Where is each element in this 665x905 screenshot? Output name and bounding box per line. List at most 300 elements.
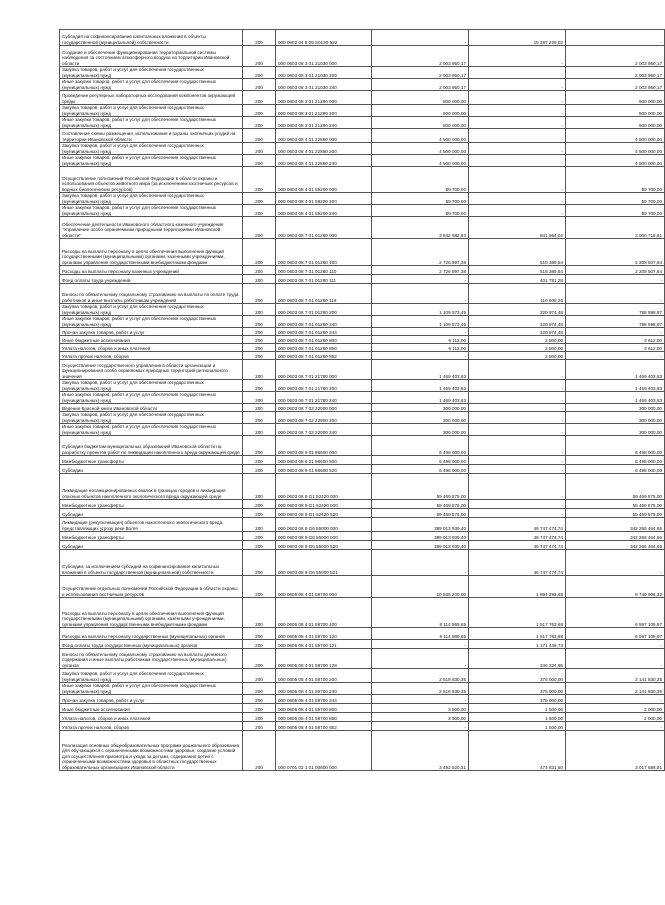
row-budget-code-cell: 000 0603 08 4 01 22860 200 (276, 143, 372, 155)
row-unexecuted-cell: 500 000,00 (566, 105, 665, 117)
row-approved-cell: - (372, 352, 469, 360)
row-name-cell: Ликвидация (рекультивация) объектов накопленного экологического вреда, представляющих угрозу реке Волге (60, 518, 243, 532)
row-name-cell: Ведение Красной книги Ивановской области (60, 404, 243, 412)
row-executed-cell: 2 500,00 (469, 352, 566, 360)
row-name-cell: Иные закупки товаров, работ и услуг для обеспечения государственных (муниципальных) нужд (60, 205, 243, 217)
row-unexecuted-cell: 342 266 464,66 (566, 532, 665, 541)
row-executed-cell: - (469, 380, 566, 392)
table-row (60, 155, 665, 167)
table-row (60, 731, 665, 771)
row-name-cell: Ликвидация несанкционированных свалок в границах городов и ликвидация опасных объектов накопленного экологического вреда окружающей среде (60, 474, 243, 500)
row-name-cell: Закупка товаров, работ и услуг для обеспечения государственных (муниципальных) нужд (60, 669, 243, 683)
row-unexecuted-cell: 6 597 105,97 (566, 598, 665, 628)
table-row (60, 576, 665, 598)
row-executed-cell: - (469, 67, 566, 79)
row-budget-code-cell: 000 0603 08 3 01 21290 240 (276, 117, 372, 129)
row-executed-cell: 15 287 225,02 (469, 30, 566, 46)
row-approved-cell: - (372, 649, 469, 669)
row-unexecuted-cell: - (566, 30, 665, 46)
row-code-cell: 200 (243, 424, 276, 436)
row-executed-cell: - (469, 424, 566, 436)
row-budget-code-cell: 000 0605 08 4 01 59700 000 (276, 576, 372, 598)
row-name-cell: Расходы на выплаты персоналу в целях обеспечения выполнения функций государственными (муниципальными) органами, казенными учреждениями, органами управления государственными внебюджетными фондами (60, 598, 243, 628)
row-budget-code-cell: 000 0603 08 3 01 21290 000 (276, 91, 372, 105)
row-budget-code-cell: 000 0605 08 4 01 59700 121 (276, 640, 372, 649)
row-budget-code-cell: 000 0603 08 7 01 01280 850 (276, 344, 372, 352)
row-approved-cell: - (372, 328, 469, 336)
table-row (60, 193, 665, 205)
row-code-cell: 200 (243, 336, 276, 344)
row-approved-cell: 59 700,00 (372, 167, 469, 193)
row-approved-cell: 59 469 575,00 (372, 509, 469, 518)
row-budget-code-cell: 000 0605 08 4 01 59700 850 (276, 713, 372, 722)
row-code-cell: 200 (243, 239, 276, 266)
row-executed-cell: 46 747 474,74 (469, 532, 566, 541)
row-name-cell: Обеспечение деятельности Ивановского областного казенного учреждения "Управление особо охраняемыми природными территориями Ивановской области" (60, 217, 243, 239)
row-name-cell: Иные бюджетные ассигнования (60, 336, 243, 344)
row-executed-cell: 320 974,48 (469, 328, 566, 336)
row-code-cell: 200 (243, 193, 276, 205)
row-code-cell: 200 (243, 91, 276, 105)
row-code-cell: 200 (243, 456, 276, 465)
row-unexecuted-cell: 300 000,00 (566, 404, 665, 412)
row-name-cell: Иные закупки товаров, работ и услуг для обеспечения государственных (муниципальных) нужд (60, 683, 243, 695)
row-code-cell: 200 (243, 404, 276, 412)
row-code-cell: 200 (243, 328, 276, 336)
row-budget-code-cell: 000 0603 08 7 01 01280 119 (276, 284, 372, 304)
table-row (60, 129, 665, 143)
row-budget-code-cell: 000 0603 08 7 01 01280 800 (276, 336, 372, 344)
row-unexecuted-cell: - (566, 352, 665, 360)
row-approved-cell: - (372, 275, 469, 284)
row-code-cell: 200 (243, 532, 276, 541)
row-executed-cell: - (469, 500, 566, 509)
table-row (60, 424, 665, 436)
row-unexecuted-cell: 300 000,00 (566, 412, 665, 424)
row-name-cell: Межбюджетные трансферты (60, 532, 243, 541)
row-budget-code-cell: 000 0603 08 9 G1 52420 500 (276, 500, 372, 509)
row-name-cell: Межбюджетные трансферты (60, 500, 243, 509)
row-executed-cell: - (469, 205, 566, 217)
row-unexecuted-cell: 2 141 830,35 (566, 669, 665, 683)
row-code-cell: 200 (243, 143, 276, 155)
row-unexecuted-cell: 2 000,00 (566, 704, 665, 713)
row-budget-code-cell: 000 0603 08 4 01 22860 000 (276, 129, 372, 143)
row-budget-code-cell: 000 0603 08 9 G6 55000 521 (276, 550, 372, 576)
table-row (60, 67, 665, 79)
row-name-cell: Закупка товаров, работ и услуг для обеспечения государственных (муниципальных) нужд (60, 380, 243, 392)
row-code-cell: 200 (243, 316, 276, 328)
row-approved-cell: 6 498 000,00 (372, 456, 469, 465)
row-approved-cell: - (372, 284, 469, 304)
row-budget-code-cell: 000 0603 08 4 01 22860 240 (276, 155, 372, 167)
row-approved-cell: - (372, 722, 469, 731)
row-approved-cell: 59 469 575,00 (372, 474, 469, 500)
table-row (60, 167, 665, 193)
row-budget-code-cell: 000 0603 08 4 01 59200 000 (276, 167, 372, 193)
table-row (60, 404, 665, 412)
row-approved-cell: 1 469 403,63 (372, 380, 469, 392)
row-executed-cell: - (469, 509, 566, 518)
budget-execution-table (59, 29, 665, 771)
row-code-cell: 200 (243, 205, 276, 217)
row-approved-cell: 3 500,00 (372, 713, 469, 722)
row-approved-cell: 4 500 000,00 (372, 143, 469, 155)
row-name-cell: Субсидии (60, 465, 243, 474)
row-executed-cell: 375 000,00 (469, 683, 566, 695)
row-code-cell: 200 (243, 412, 276, 424)
row-code-cell: 200 (243, 649, 276, 669)
row-name-cell: Фонд оплаты труда государственных (муниципальных) органов (60, 640, 243, 649)
table-row (60, 541, 665, 550)
table-row (60, 436, 665, 456)
row-executed-cell: - (469, 456, 566, 465)
row-name-cell: Уплата налогов, сборов и иных платежей (60, 344, 243, 352)
table-row (60, 360, 665, 380)
row-code-cell: 200 (243, 695, 276, 704)
table-row (60, 30, 665, 46)
row-code-cell: 200 (243, 704, 276, 713)
row-executed-cell: - (469, 117, 566, 129)
row-budget-code-cell: 000 0603 08 9 G6 55000 520 (276, 541, 372, 550)
row-budget-code-cell: 000 0603 08 7 01 21780 000 (276, 360, 372, 380)
row-budget-code-cell: 000 0602 04 8 05 S0130 522 (276, 30, 372, 46)
row-name-cell: Осуществление государственного управления в области организации и функционирования особо охраняемых природных территорий регионального значения (60, 360, 243, 380)
row-unexecuted-cell: 8 740 906,32 (566, 576, 665, 598)
row-approved-cell: 3 492 520,31 (372, 731, 469, 771)
row-budget-code-cell: 000 0603 08 7 01 01280 111 (276, 275, 372, 284)
row-approved-cell: 2 516 830,35 (372, 683, 469, 695)
row-code-cell: 200 (243, 576, 276, 598)
row-approved-cell: 8 114 869,65 (372, 598, 469, 628)
table-row (60, 518, 665, 532)
table-row (60, 105, 665, 117)
row-name-cell: Иные закупки товаров, работ и услуг для обеспечения государственных (муниципальных) нужд (60, 392, 243, 404)
table-row (60, 284, 665, 304)
row-executed-cell: - (469, 79, 566, 91)
row-unexecuted-cell: 3 612,00 (566, 344, 665, 352)
row-unexecuted-cell: 500 000,00 (566, 91, 665, 105)
row-executed-cell: 320 974,48 (469, 304, 566, 316)
row-executed-cell: 375 000,00 (469, 695, 566, 704)
row-executed-cell: - (469, 392, 566, 404)
row-executed-cell: - (469, 143, 566, 155)
row-code-cell: 200 (243, 284, 276, 304)
row-code-cell: 200 (243, 550, 276, 576)
row-name-cell: Субсидия бюджетам муниципальных образований Ивановской области на разработку проектов работ по ликвидации накопленного вреда окружающей среде (60, 436, 243, 456)
row-budget-code-cell: 000 0603 08 7 02 22900 240 (276, 424, 372, 436)
row-executed-cell: - (469, 129, 566, 143)
row-name-cell: Прочая закупка товаров, работ и услуг (60, 328, 243, 336)
row-approved-cell: 1 109 573,45 (372, 316, 469, 328)
table-row (60, 275, 665, 284)
row-unexecuted-cell: - (566, 640, 665, 649)
row-unexecuted-cell: - (566, 275, 665, 284)
row-budget-code-cell: 000 0603 08 9 01 86600 000 (276, 436, 372, 456)
row-unexecuted-cell: 2 000,00 (566, 713, 665, 722)
row-unexecuted-cell: 300 000,00 (566, 424, 665, 436)
row-code-cell: 200 (243, 304, 276, 316)
table-row (60, 669, 665, 683)
row-unexecuted-cell: 59 469 575,00 (566, 474, 665, 500)
row-budget-code-cell: 000 0603 08 7 01 01280 244 (276, 328, 372, 336)
table-row (60, 474, 665, 500)
table-row (60, 412, 665, 424)
row-executed-cell: 346 324,95 (469, 649, 566, 669)
row-budget-code-cell: 000 0603 08 7 01 01280 852 (276, 352, 372, 360)
row-unexecuted-cell: 6 498 000,00 (566, 436, 665, 456)
row-name-cell: Уплата прочих налогов, сборов (60, 352, 243, 360)
row-budget-code-cell: 000 0605 08 4 01 59700 100 (276, 598, 372, 628)
table-row (60, 628, 665, 640)
table-row (60, 532, 665, 541)
row-unexecuted-cell: 59 700,00 (566, 167, 665, 193)
row-unexecuted-cell: 6 498 000,00 (566, 456, 665, 465)
row-approved-cell: 2 726 897,38 (372, 266, 469, 275)
row-name-cell: Расходы на выплаты персоналу казенных учреждений (60, 266, 243, 275)
row-unexecuted-cell: 59 469 575,00 (566, 500, 665, 509)
row-executed-cell: - (469, 360, 566, 380)
table-row (60, 79, 665, 91)
row-code-cell: 200 (243, 266, 276, 275)
table-row (60, 352, 665, 360)
row-unexecuted-cell: 3 017 688,81 (566, 731, 665, 771)
table-row (60, 695, 665, 704)
table-row (60, 217, 665, 239)
row-name-cell: Субсидии (60, 541, 243, 550)
row-name-cell: Взносы по обязательному социальному страхованию на выплаты денежного содержания и иные выплаты работникам государственных (муниципальных) органов (60, 649, 243, 669)
row-name-cell: Закупка товаров, работ и услуг для обеспечения государственных (муниципальных) нужд (60, 412, 243, 424)
row-code-cell: 200 (243, 474, 276, 500)
row-approved-cell: - (372, 550, 469, 576)
row-executed-cell: 1 500,00 (469, 713, 566, 722)
row-name-cell: Реализация основных общеобразовательных программ дошкольного образования для обучающихся с ограниченными возможностями здоровья, создание условий для осуществления присмотра и ухода за детьми, содержания детей с ограниченными возможностями здоровья в областных государственных образовательных организациях Ивановской области (60, 731, 243, 771)
row-code-cell: 200 (243, 380, 276, 392)
row-approved-cell: 6 498 000,00 (372, 436, 469, 456)
row-approved-cell: 4 500 000,00 (372, 129, 469, 143)
row-unexecuted-cell: 2 003 950,17 (566, 79, 665, 91)
row-unexecuted-cell: 59 469 575,00 (566, 509, 665, 518)
row-unexecuted-cell: 4 500 000,00 (566, 155, 665, 167)
row-unexecuted-cell: 59 700,00 (566, 205, 665, 217)
row-approved-cell: 3 500,00 (372, 704, 469, 713)
row-approved-cell: 6 112,00 (372, 336, 469, 344)
table-row (60, 205, 665, 217)
row-approved-cell: 1 469 403,63 (372, 360, 469, 380)
row-name-cell: Субсидии (60, 509, 243, 518)
row-executed-cell: 1 500,00 (469, 722, 566, 731)
row-executed-cell: 1 500,00 (469, 704, 566, 713)
row-code-cell: 200 (243, 598, 276, 628)
table-row (60, 598, 665, 628)
row-code-cell: 200 (243, 217, 276, 239)
row-name-cell: Составление схемы размещения, использования и охраны охотничьих угодий на территории Ивановской области (60, 129, 243, 143)
row-name-cell: Прочая закупка товаров, работ и услуг (60, 695, 243, 704)
row-executed-cell: - (469, 404, 566, 412)
row-code-cell: 200 (243, 167, 276, 193)
row-code-cell: 200 (243, 509, 276, 518)
row-executed-cell: 474 831,50 (469, 731, 566, 771)
row-budget-code-cell: 000 0603 08 7 01 01280 110 (276, 266, 372, 275)
row-approved-cell: 300 000,00 (372, 424, 469, 436)
row-name-cell: Закупка товаров, работ и услуг для обеспечения государственных (муниципальных) нужд (60, 304, 243, 316)
row-budget-code-cell: 000 0603 08 3 01 21290 200 (276, 105, 372, 117)
row-budget-code-cell: 000 0603 08 3 01 21030 200 (276, 67, 372, 79)
row-name-cell: Иные закупки товаров, работ и услуг для обеспечения государственных (муниципальных) нужд (60, 117, 243, 129)
row-code-cell: 200 (243, 669, 276, 683)
row-budget-code-cell: 000 0605 08 4 01 59700 244 (276, 695, 372, 704)
row-unexecuted-cell: 4 500 000,00 (566, 143, 665, 155)
row-executed-cell: 1 894 293,68 (469, 576, 566, 598)
row-name-cell: Взносы по обязательному социальному страхованию на выплаты по оплате труда работников и иные выплаты работникам учреждений (60, 284, 243, 304)
row-executed-cell: 401 781,28 (469, 275, 566, 284)
row-approved-cell: 6 498 000,00 (372, 465, 469, 474)
row-unexecuted-cell: - (566, 695, 665, 704)
row-approved-cell: 500 000,00 (372, 105, 469, 117)
row-unexecuted-cell: - (566, 284, 665, 304)
row-budget-code-cell: 000 0603 08 9 G1 52420 000 (276, 474, 372, 500)
row-code-cell: 200 (243, 46, 276, 67)
row-executed-cell: 1 517 763,68 (469, 598, 566, 628)
row-unexecuted-cell: 2 208 507,84 (566, 239, 665, 266)
row-code-cell: 200 (243, 465, 276, 474)
row-executed-cell: 46 747 474,74 (469, 541, 566, 550)
row-executed-cell: 375 000,00 (469, 669, 566, 683)
table-row (60, 344, 665, 352)
row-name-cell: Иные закупки товаров, работ и услуг для обеспечения государственных (муниципальных) нужд (60, 155, 243, 167)
row-unexecuted-cell: 1 469 403,63 (566, 380, 665, 392)
row-approved-cell: 2 518 830,35 (372, 669, 469, 683)
row-approved-cell: 389 013 939,40 (372, 532, 469, 541)
row-code-cell: 200 (243, 518, 276, 532)
row-budget-code-cell: 000 0603 08 9 01 86600 500 (276, 456, 372, 465)
row-name-cell: Межбюджетные трансферты (60, 456, 243, 465)
row-unexecuted-cell: 342 266 464,66 (566, 541, 665, 550)
table-row (60, 392, 665, 404)
table-row (60, 500, 665, 509)
row-budget-code-cell: 000 0603 08 4 01 59200 200 (276, 193, 372, 205)
row-unexecuted-cell: 4 500 000,00 (566, 129, 665, 143)
row-approved-cell: 6 112,00 (372, 344, 469, 352)
row-code-cell: 200 (243, 436, 276, 456)
table-row (60, 704, 665, 713)
row-unexecuted-cell: 2 003 950,17 (566, 46, 665, 67)
row-executed-cell: 46 747 474,74 (469, 550, 566, 576)
table-row (60, 380, 665, 392)
row-unexecuted-cell: 788 598,97 (566, 316, 665, 328)
row-budget-code-cell: 000 0603 08 7 01 01280 200 (276, 304, 372, 316)
row-unexecuted-cell: 3 000 718,81 (566, 217, 665, 239)
table-row (60, 509, 665, 518)
row-budget-code-cell: 000 0603 08 7 01 01280 000 (276, 217, 372, 239)
row-code-cell: 200 (243, 67, 276, 79)
row-approved-cell: 389 013 939,40 (372, 518, 469, 532)
row-code-cell: 200 (243, 344, 276, 352)
row-code-cell: 200 (243, 352, 276, 360)
row-unexecuted-cell: 59 700,00 (566, 193, 665, 205)
row-name-cell: Расходы на выплаты персоналу государственных (муниципальных) органов (60, 628, 243, 640)
row-budget-code-cell: 000 0603 08 4 01 59200 240 (276, 205, 372, 217)
row-budget-code-cell: 000 0603 08 9 01 86600 520 (276, 465, 372, 474)
row-code-cell: 200 (243, 500, 276, 509)
row-executed-cell: 320 974,48 (469, 316, 566, 328)
table-row (60, 456, 665, 465)
row-unexecuted-cell: 1 469 403,63 (566, 392, 665, 404)
row-unexecuted-cell: 3 612,00 (566, 336, 665, 344)
row-approved-cell: 389 013 939,40 (372, 541, 469, 550)
row-name-cell: Иные закупки товаров, работ и услуг для обеспечения государственных (муниципальных) нужд (60, 79, 243, 91)
row-code-cell: 200 (243, 628, 276, 640)
row-approved-cell: 500 000,00 (372, 117, 469, 129)
row-name-cell: Расходы на выплаты персоналу в целях обеспечения выполнения функций государственными (муниципальными) органами, казенными учреждениями, органами управления государственными внебюджетными фондами (60, 239, 243, 266)
row-budget-code-cell: 000 0605 08 4 01 59700 240 (276, 683, 372, 695)
table-row (60, 328, 665, 336)
row-executed-cell: 2 500,00 (469, 336, 566, 344)
row-approved-cell: 2 003 950,17 (372, 67, 469, 79)
row-executed-cell: - (469, 46, 566, 67)
row-code-cell: 200 (243, 155, 276, 167)
table-row (60, 336, 665, 344)
row-executed-cell: 518 389,54 (469, 239, 566, 266)
row-code-cell: 200 (243, 683, 276, 695)
row-code-cell: 200 (243, 731, 276, 771)
table-row (60, 683, 665, 695)
table-row (60, 649, 665, 669)
row-budget-code-cell: 000 0605 08 4 01 59700 800 (276, 704, 372, 713)
row-unexecuted-cell: - (566, 649, 665, 669)
row-name-cell: Осуществление полномочий Российской Федерации в области охраны и использования объектов животного мира (за исключением охотничьих ресурсов и водных биологических ресурсов) (60, 167, 243, 193)
row-code-cell: 200 (243, 640, 276, 649)
row-approved-cell: 300 000,00 (372, 412, 469, 424)
row-approved-cell: 500 000,00 (372, 91, 469, 105)
table-row (60, 239, 665, 266)
row-name-cell: Уплата прочих налогов, сборов (60, 722, 243, 731)
row-executed-cell: - (469, 193, 566, 205)
row-name-cell: Закупка товаров, работ и услуг для обеспечения государственных (муниципальных) нужд (60, 105, 243, 117)
row-code-cell: 200 (243, 79, 276, 91)
row-unexecuted-cell: 2 003 950,17 (566, 67, 665, 79)
row-budget-code-cell: 000 0701 02 1 01 00800 000 (276, 731, 372, 771)
row-approved-cell: 59 700,00 (372, 193, 469, 205)
row-unexecuted-cell: 1 469 403,63 (566, 360, 665, 380)
row-executed-cell: 2 500,00 (469, 344, 566, 352)
row-code-cell: 200 (243, 541, 276, 550)
row-approved-cell: 1 469 403,63 (372, 392, 469, 404)
row-name-cell: Осуществление отдельных полномочий Российской Федерации в области охраны и использования охотничьих ресурсов (60, 576, 243, 598)
row-code-cell: 200 (243, 360, 276, 380)
table-row (60, 465, 665, 474)
row-name-cell: Субсидии, за исключением субсидий на софинансирование капитальных вложений в объекты государственной (муниципальной) собственности (60, 550, 243, 576)
row-name-cell: Субсидия на софинансирование капитальных вложений в объекты государственной (муниципальной) собственности (60, 30, 243, 46)
row-approved-cell: 1 109 573,45 (372, 304, 469, 316)
row-name-cell: Фонд оплаты труда учреждений (60, 275, 243, 284)
row-approved-cell: - (372, 695, 469, 704)
table-row (60, 304, 665, 316)
row-approved-cell: 59 469 575,00 (372, 500, 469, 509)
row-name-cell: Закупка товаров, работ и услуг для обеспечения государственных (муниципальных) нужд (60, 193, 243, 205)
row-unexecuted-cell: 2 208 507,84 (566, 266, 665, 275)
table-row (60, 550, 665, 576)
row-unexecuted-cell: - (566, 722, 665, 731)
table-row (60, 640, 665, 649)
row-budget-code-cell: 000 0603 08 3 01 21030 240 (276, 79, 372, 91)
row-budget-code-cell: 000 0603 08 3 01 21030 000 (276, 46, 372, 67)
row-executed-cell: 518 389,54 (469, 266, 566, 275)
row-unexecuted-cell: 6 597 105,97 (566, 628, 665, 640)
table-row (60, 713, 665, 722)
row-unexecuted-cell: - (566, 328, 665, 336)
row-approved-cell: 2 726 897,38 (372, 239, 469, 266)
